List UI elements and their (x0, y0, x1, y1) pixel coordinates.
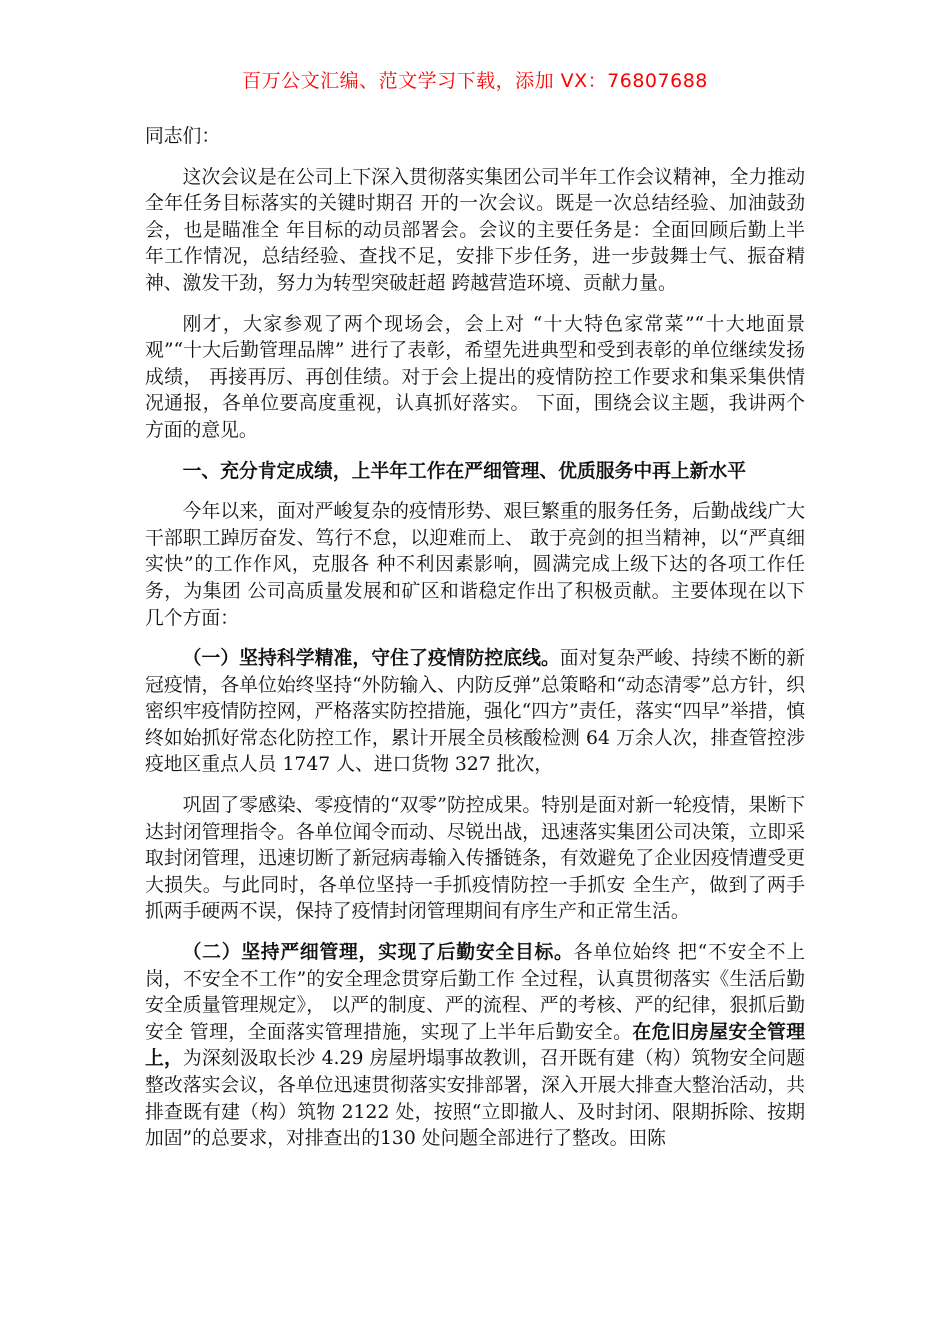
salutation: 同志们： (145, 126, 221, 147)
paragraph-intro: 这次会议是在公司上下深入贯彻落实集团公司半年工作会议精神，全力推动全年任务目标落实的关键时期召 开的一次会议。既是一次总结经验、加油鼓劲会，也是瞄准全 年目标的动员部署会。会议的主要任务是：全面回顾后勤上半年工作情况，总结经验、查找不足，安排下步任务，进一步鼓舞士气、振奋精神、激发干劲，努力为转型突破赶超 跨越营造环境、贡献力量。 (145, 166, 805, 294)
paragraph-epidemic (145, 646, 805, 779)
section-heading-1: 一、充分肯定成绩，上半年工作在严细管理、优质服务中再上新水平 (182, 460, 747, 482)
watermark-banner: 百万公文汇编、范文学习下载，添加 VX：76807688 (242, 70, 708, 92)
paragraph-safety (145, 940, 805, 1153)
paragraph-overview: 今年以来，面对严峻复杂的疫情形势、艰巨繁重的服务任务，后勤战线广大干部职工踔厉奋发、笃行不怠，以迎难而上、 敢于亮剑的担当精神，以“严真细实快”的工作作风，克服各 种不利因素影响，圆满完成上级下达的各项工作任务，为集团 公司高质量发展和矿区和谐稳定作出了积极贡献。主要体现在以下几个方面： (145, 501, 805, 629)
subsection-title-1: （一）坚持科学精准，守住了疫情防控底线。 (182, 648, 560, 670)
paragraph-zero-cases: 巩固了零感染、零疫情的“双零”防控成果。特别是面对新一轮疫情，果断下达封闭管理指令。各单位闻令而动、尽锐出战，迅速落实集团公司决策，立即采取封闭管理，迅速切断了新冠病毒输入传播链条，有效避免了企业因疫情遭受更大损失。与此同时，各单位坚持一手抓疫情防控一手抓安 全生产，做到了两手抓两手硬两不误，保持了疫情封闭管理期间有序生产和正常生活。 (145, 795, 805, 923)
subsection-title-2: （二）坚持严细管理，实现了后勤安全目标。 (182, 942, 574, 964)
subsection-bold-housing: 在危旧房屋安全管理上， (145, 1021, 806, 1070)
subsection-text-1: 面对复杂严峻、持续不断的新冠疫情，各单位始终坚持“外防输入、内防反弹”总策略和“动态清零”总方针，织密织牢疫情防控网，严格落实防控措施，强化“四方”责任，落实“四早”举措，慎终如始抓好常态化防控工作，累计开展全员核酸检测 64 万余人次，排查管控涉疫地区重点人员 1747 人、进口货物 327 批次， (145, 648, 805, 776)
subsection-text-2b: 为深刻汲取长沙 4.29 房屋坍塌事故教训，召开既有建（构）筑物安全问题整改落实会议，各单位迅速贯彻落实安排部署，深入开展大排查大整治活动，共排查既有建（构）筑物 2122 处，按照“立即撤人、及时封闭、限期拆除、按期加固”的总要求，对排查出的130 处问题全部进行了整改。田陈 (145, 1048, 806, 1150)
document-body (145, 124, 805, 1167)
subsection-text-2a: 各单位始终 把“不安全不上岗，不安全不工作”的安全理念贯穿后勤工作 全过程，认真贯彻落实《生活后勤安全质量管理规定》， 以严的制度、严的流程、严的考核、严的纪律，狠抓后勤安全 管理，全面落实管理措施，实现了上半年后勤安全。 (145, 942, 806, 1043)
paragraph-recognition: 刚才，大家参观了两个现场会，会上对 “十大特色家常菜”“十大地面景观”“十大后勤管理品牌” 进行了表彰，希望先进典型和受到表彰的单位继续发扬成绩， 再接再厉、再创佳绩。对于会上提出的疫情防控工作要求和集采集供情况通报，各单位要高度重视，认真抓好落实。 下面，围绕会议主题，我讲两个方面的意见。 (145, 313, 805, 441)
